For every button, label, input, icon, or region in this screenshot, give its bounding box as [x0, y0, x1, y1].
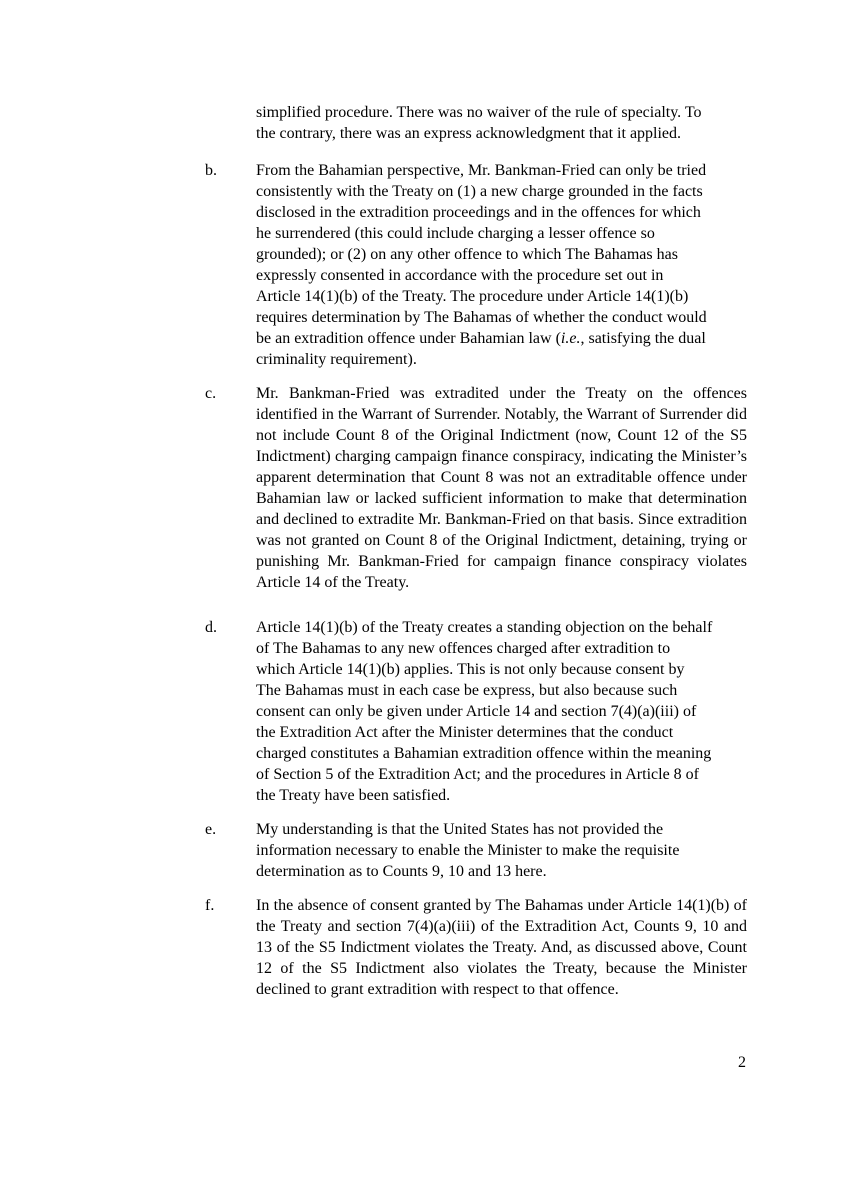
item-d-paragraph — [256, 617, 747, 806]
text-line: consistently with the Treaty on (1) a new charge grounded in the facts — [256, 183, 703, 200]
text-line: simplified procedure. There was no waiver of the rule of specialty. To — [256, 104, 702, 121]
item-marker-e: e. — [205, 821, 217, 838]
item-e-paragraph — [256, 819, 747, 882]
text-line: charged constitutes a Bahamian extradition offence within the meaning — [256, 745, 712, 762]
text-line: Article 14(1)(b) of the Treaty. The procedure under Article 14(1)(b) — [256, 288, 689, 305]
text-line: information necessary to enable the Minister to make the requisite — [256, 842, 680, 859]
text-line: Article 14(1)(b) of the Treaty creates a standing objection on the behalf — [256, 619, 713, 636]
italic-abbreviation: i.e. — [560, 330, 581, 347]
item-marker-d: d. — [205, 619, 217, 636]
text-line: consent can only be given under Article 14 and section 7(4)(a)(iii) of — [256, 703, 697, 720]
text-segment: , satisfying the dual — [580, 330, 706, 347]
item-marker-c: c. — [205, 385, 217, 402]
text-line: of Section 5 of the Extradition Act; and the procedures in Article 8 of — [256, 766, 699, 783]
text-line: of The Bahamas to any new offences charged after extradition to — [256, 640, 671, 657]
text-line: requires determination by The Bahamas of whether the conduct would — [256, 309, 707, 326]
text-line: grounded); or (2) on any other offence to which The Bahamas has — [256, 246, 678, 263]
text-line — [256, 328, 747, 349]
text-line: which Article 14(1)(b) applies. This is not only because consent by — [256, 661, 685, 678]
text-segment: be an extradition offence under Bahamian law ( — [256, 330, 561, 347]
item-b-paragraph — [256, 160, 747, 370]
continuation-paragraph — [256, 102, 747, 144]
text-line: determination as to Counts 9, 10 and 13 here. — [256, 863, 547, 880]
text-line: disclosed in the extradition proceedings and in the offences for which — [256, 204, 701, 221]
text-line: The Bahamas must in each case be express, but also because such — [256, 682, 678, 699]
item-f-paragraph: In the absence of consent granted by The Bahamas under Article 14(1)(b) of the Treaty and section 7(4)(a)(iii) of the Extradition Act, Counts 9, 10 and 13 of the S5 Indictment violates the Treaty. And, as discussed above, Count 12 of the S5 Indictment also violates the Treaty, because the Minister declined to grant extradition with respect to that offence. — [256, 897, 747, 998]
page-number: 2 — [738, 1054, 746, 1071]
text-line: he surrendered (this could include charging a lesser offence so — [256, 225, 655, 242]
text-line: expressly consented in accordance with the procedure set out in — [256, 267, 664, 284]
item-c-paragraph: Mr. Bankman-Fried was extradited under the Treaty on the offences identified in the Warrant of Surrender. Notably, the Warrant of Surrender did not include Count 8 of the Original Indictment (now, Count 12 of the S5 Indictment) charging campaign finance conspiracy, indicating the Minister’s apparent determination that Count 8 was not an extraditable offence under Bahamian law or lacked sufficient information to make that determination and declined to extradite Mr. Bankman-Fried on that basis. Since extradition was not granted on Count 8 of the Original Indictment, detaining, trying or punishing Mr. Bankman-Fried for campaign finance conspiracy violates Article 14 of the Treaty. — [256, 385, 747, 591]
text-line: criminality requirement). — [256, 351, 417, 368]
text-line: the Extradition Act after the Minister determines that the conduct — [256, 724, 674, 741]
item-marker-f: f. — [205, 897, 215, 914]
text-line: From the Bahamian perspective, Mr. Bankman-Fried can only be tried — [256, 162, 707, 179]
text-line: the contrary, there was an express acknowledgment that it applied. — [256, 125, 682, 142]
text-line: My understanding is that the United States has not provided the — [256, 821, 664, 838]
text-line: the Treaty have been satisfied. — [256, 787, 451, 804]
item-marker-b: b. — [205, 162, 217, 179]
